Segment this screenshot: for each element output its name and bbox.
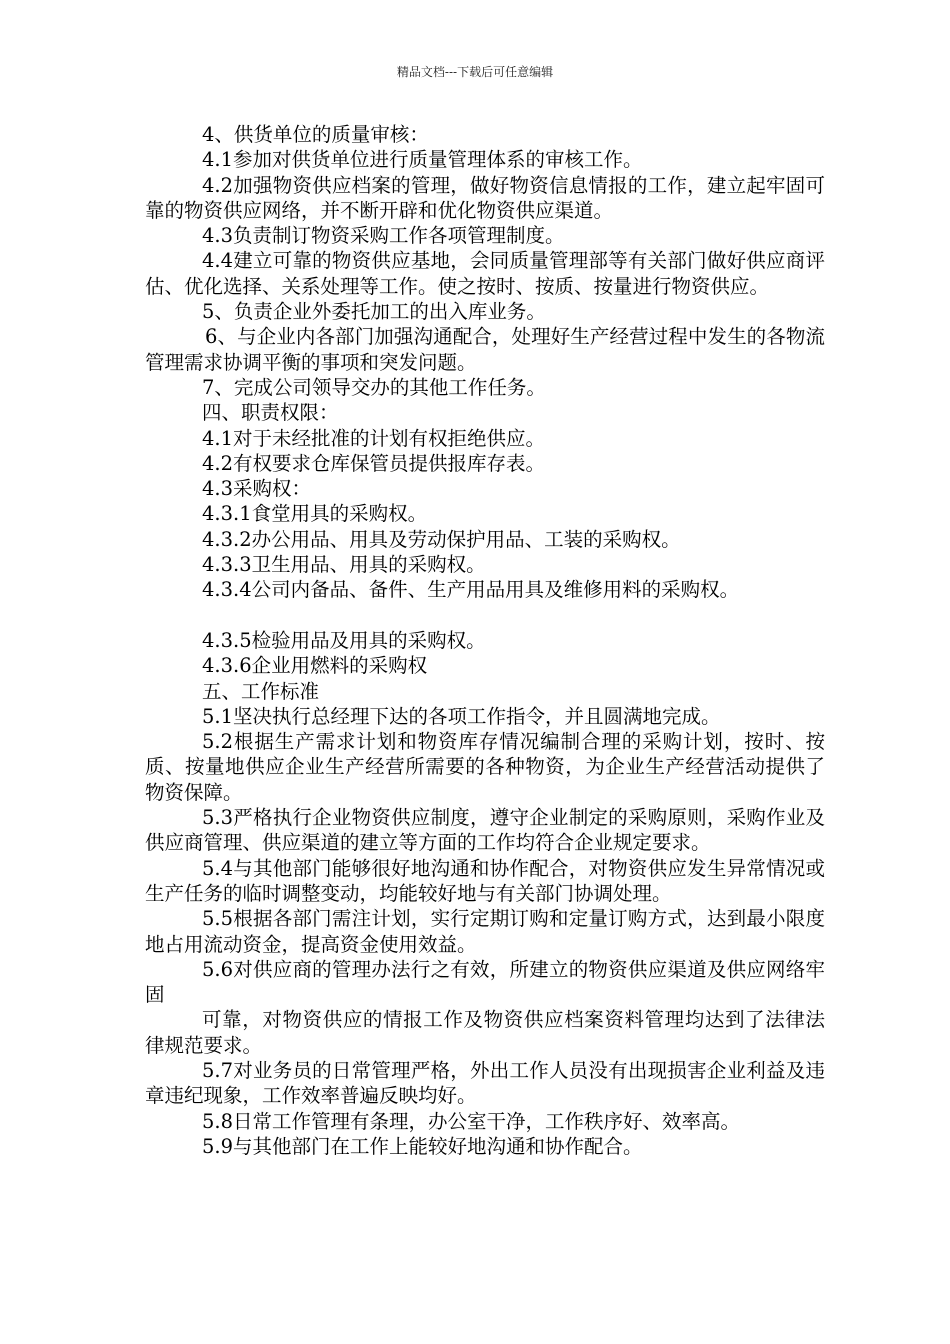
paragraph-authority-4-1: 4.1对于未经批准的计划有权拒绝供应。: [202, 426, 546, 450]
paragraph-4-4: 4.4建立可靠的物资供应基地，会同质量管理部等有关部门做好供应商评估、优化选择、关系处理等工作。使之按时、按质、按量进行物资供应。: [145, 249, 825, 298]
paragraph-4-3-5: 4.3.5检验用品及用具的采购权。: [202, 628, 486, 652]
paragraph-4-3-1: 4.3.1食堂用具的采购权。: [202, 502, 428, 526]
paragraph-5-8: 5.8日常工作管理有条理，办公室干净，工作秩序好、效率高。: [202, 1109, 741, 1133]
section-heading-authority: 四、职责权限：: [202, 401, 339, 425]
paragraph-4-3-6: 4.3.6企业用燃料的采购权: [202, 654, 428, 678]
paragraph-5-1: 5.1坚决执行总经理下达的各项工作指令，并且圆满地完成。: [202, 704, 721, 728]
paragraph-5-7: 5.7对业务员的日常管理严格，外出工作人员没有出现损害企业利益及违章违纪现象，工作效率普遍反映均好。: [145, 1058, 825, 1108]
paragraph-5: 5、负责企业外委托加工的出入库业务。: [202, 300, 546, 324]
paragraph-4-2: 4.2加强物资供应档案的管理，做好物资信息情报的工作，建立起牢固可靠的物资供应网络，并不断开辟和优化物资供应渠道。: [145, 173, 825, 222]
paragraph-4-3-4: 4.3.4公司内备品、备件、生产用品用具及维修用料的采购权。: [202, 578, 740, 602]
paragraph-4-1: 4.1参加对供货单位进行质量管理体系的审核工作。: [202, 148, 643, 172]
paragraph-5-5: 5.5根据各部门需注计划，实行定期订购和定量订购方式，达到最小限度地占用流动资金，提高资金使用效益。: [145, 907, 825, 956]
paragraph-6: 6、与企业内各部门加强沟通配合，处理好生产经营过程中发生的各物流管理需求协调平衡的事项和突发问题。: [145, 325, 825, 374]
document-body: [145, 122, 825, 1159]
paragraph-5-2: 5.2根据生产需求计划和物资库存情况编制合理的采购计划，按时、按质、按量地供应企业生产经营所需要的各种物资，为企业生产经营活动提供了物资保障。: [145, 730, 825, 804]
paragraph-5-6-continued: 可靠，对物资供应的情报工作及物资供应档案资料管理均达到了法律法律规范要求。: [145, 1008, 825, 1057]
paragraph-authority-4-3: 4.3采购权：: [202, 477, 312, 501]
paragraph-4-3-2: 4.3.2办公用品、用具及劳动保护用品、工装的采购权。: [202, 527, 681, 551]
paragraph-4-3-3: 4.3.3卫生用品、用具的采购权。: [202, 553, 486, 577]
paragraph-authority-4-2: 4.2有权要求仓库保管员提供报库存表。: [202, 451, 546, 475]
blank-line: [145, 603, 825, 628]
paragraph-supplier-quality-audit: 4、供货单位的质量审核：: [202, 123, 429, 146]
paragraph-5-3: 5.3严格执行企业物资供应制度，遵守企业制定的采购原则，采购作业及供应商管理、供应渠道的建立等方面的工作均符合企业规定要求。: [145, 806, 825, 855]
section-heading-work-standards: 五、工作标准: [202, 679, 320, 703]
paragraph-5-6: 5.6对供应商的管理办法行之有效，所建立的物资供应渠道及供应网络牢固: [145, 957, 825, 1007]
paragraph-5-4: 5.4与其他部门能够很好地沟通和协作配合，对物资供应发生异常情况或生产任务的临时调整变动，均能较好地与有关部门协调处理。: [145, 856, 825, 905]
page-header: 精品文档---下载后可任意编辑: [396, 65, 554, 79]
paragraph-4-3: 4.3负责制订物资采购工作各项管理制度。: [202, 224, 565, 248]
paragraph-5-9: 5.9与其他部门在工作上能较好地沟通和协作配合。: [202, 1134, 643, 1158]
paragraph-7: 7、完成公司领导交办的其他工作任务。: [202, 375, 546, 399]
